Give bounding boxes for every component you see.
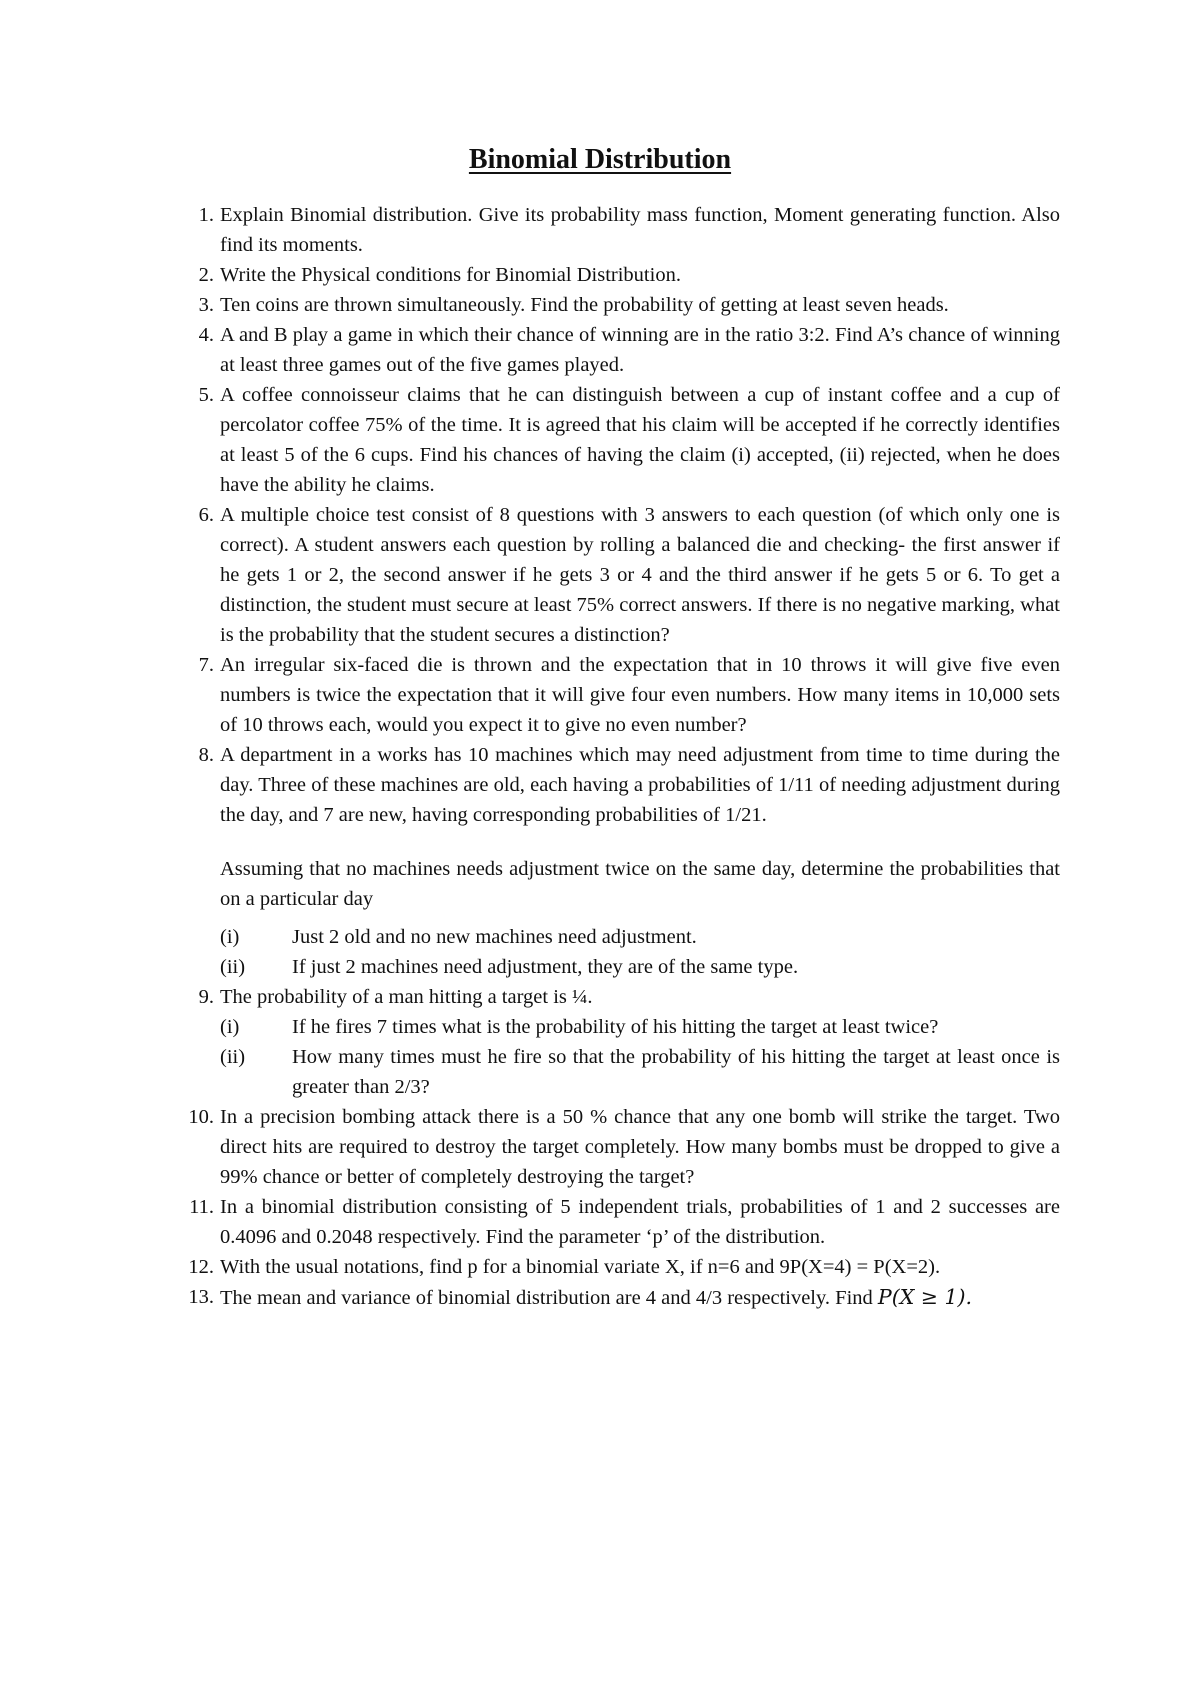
probability-formula: P(X ≥ 1). [877, 1285, 973, 1309]
question-number: 10. [188, 1106, 214, 1128]
sub-question-text: If just 2 machines need adjustment, they are of the same type. [292, 956, 799, 978]
question-number: 1. [198, 204, 214, 226]
question-1 [184, 200, 1060, 260]
question-text: A multiple choice test consist of 8 questions with 3 answers to each question (of which only one is correct). A student answers each question by rolling a balanced die and checking- the first answer if he gets 1 or 2, the second answer if he gets 3 or 4 and the third answer if he gets 5 or 6. To get a distinction, the student must secure at least 75% correct answers. If there is no negative marking, what is the probability that the student secures a distinction? [220, 504, 1060, 646]
question-number: 11. [189, 1196, 214, 1218]
question-text: Write the Physical conditions for Binomial Distribution. [220, 264, 681, 286]
sub-question [220, 952, 1060, 982]
sub-question-list [220, 922, 1060, 982]
sub-question-number: (ii) [220, 1046, 246, 1068]
question-8 [184, 740, 1060, 982]
question-number: 4. [198, 324, 214, 346]
question-text: A coffee connoisseur claims that he can distinguish between a cup of instant coffee and a cup of percolator coffee 75% of the time. It is agreed that his claim will be accepted if he correctly identifies at least 5 of the 6 cups. Find his chances of having the claim (i) accepted, (ii) rejected, when he does have the ability he claims. [220, 384, 1060, 496]
question-text-body: The mean and variance of binomial distribution are 4 and 4/3 respectively. Find [220, 1287, 873, 1309]
question-number: 12. [188, 1256, 214, 1278]
question-text: A department in a works has 10 machines which may need adjustment from time to time during the day. Three of these machines are old, each having a probabilities of 1/11 of needing adjustment during the day, and 7 are new, having corresponding probabilities of 1/21. [220, 744, 1060, 826]
question-6 [184, 500, 1060, 650]
sub-question-list [220, 1012, 1060, 1102]
question-11 [184, 1192, 1060, 1252]
question-text: In a precision bombing attack there is a 50 % chance that any one bomb will strike the target. Two direct hits are required to destroy the target completely. How many bombs must be dropped to give a 99% chance or better of completely destroying the target? [220, 1106, 1060, 1188]
question-12 [184, 1252, 1060, 1282]
question-4 [184, 320, 1060, 380]
question-text: With the usual notations, find p for a binomial variate X, if n=6 and 9P(X=4) = P(X=2). [220, 1256, 941, 1278]
sub-question-text: Just 2 old and no new machines need adjustment. [292, 926, 697, 948]
sub-question [220, 1042, 1060, 1102]
question-number: 13. [188, 1286, 214, 1308]
page-title: Binomial Distribution [468, 144, 732, 175]
question-text [220, 1282, 1060, 1313]
question-number: 5. [198, 384, 214, 406]
sub-question-number: (i) [220, 926, 240, 948]
sub-question-text: How many times must he fire so that the probability of his hitting the target at least once is greater than 2/3? [292, 1046, 1060, 1098]
question-number: 3. [198, 294, 214, 316]
question-number: 2. [198, 264, 214, 286]
question-number: 9. [198, 986, 214, 1008]
question-number: 6. [198, 504, 214, 526]
question-text: An irregular six-faced die is thrown and the expectation that in 10 throws it will give five even numbers is twice the expectation that it will give four even numbers. How many items in 10,000 sets of 10 throws each, would you expect it to give no even number? [220, 654, 1060, 736]
question-text: Ten coins are thrown simultaneously. Find the probability of getting at least seven heads. [220, 294, 949, 316]
question-5 [184, 380, 1060, 500]
question-text: A and B play a game in which their chance of winning are in the ratio 3:2. Find A’s chance of winning at least three games out of the five games played. [220, 324, 1060, 376]
question-10 [184, 1102, 1060, 1192]
question-number: 7. [198, 654, 214, 676]
sub-question [220, 922, 1060, 952]
question-9 [184, 982, 1060, 1102]
sub-question [220, 1012, 1060, 1042]
question-number: 8. [198, 744, 214, 766]
question-paragraph: Assuming that no machines needs adjustment twice on the same day, determine the probabilities that on a particular day [220, 858, 1060, 910]
question-list [184, 200, 1060, 1313]
sub-question-number: (ii) [220, 956, 246, 978]
question-text: In a binomial distribution consisting of 5 independent trials, probabilities of 1 and 2 successes are 0.4096 and 0.2048 respectively. Find the parameter ‘p’ of the distribution. [220, 1196, 1060, 1248]
question-7 [184, 650, 1060, 740]
question-text: Explain Binomial distribution. Give its probability mass function, Moment generating function. Also find its moments. [220, 204, 1060, 256]
question-13 [184, 1282, 1060, 1313]
question-text: The probability of a man hitting a target is ¼. [220, 986, 593, 1008]
question-2 [184, 260, 1060, 290]
sub-question-text: If he fires 7 times what is the probability of his hitting the target at least twice? [292, 1016, 939, 1038]
question-3 [184, 290, 1060, 320]
sub-question-number: (i) [220, 1016, 240, 1038]
